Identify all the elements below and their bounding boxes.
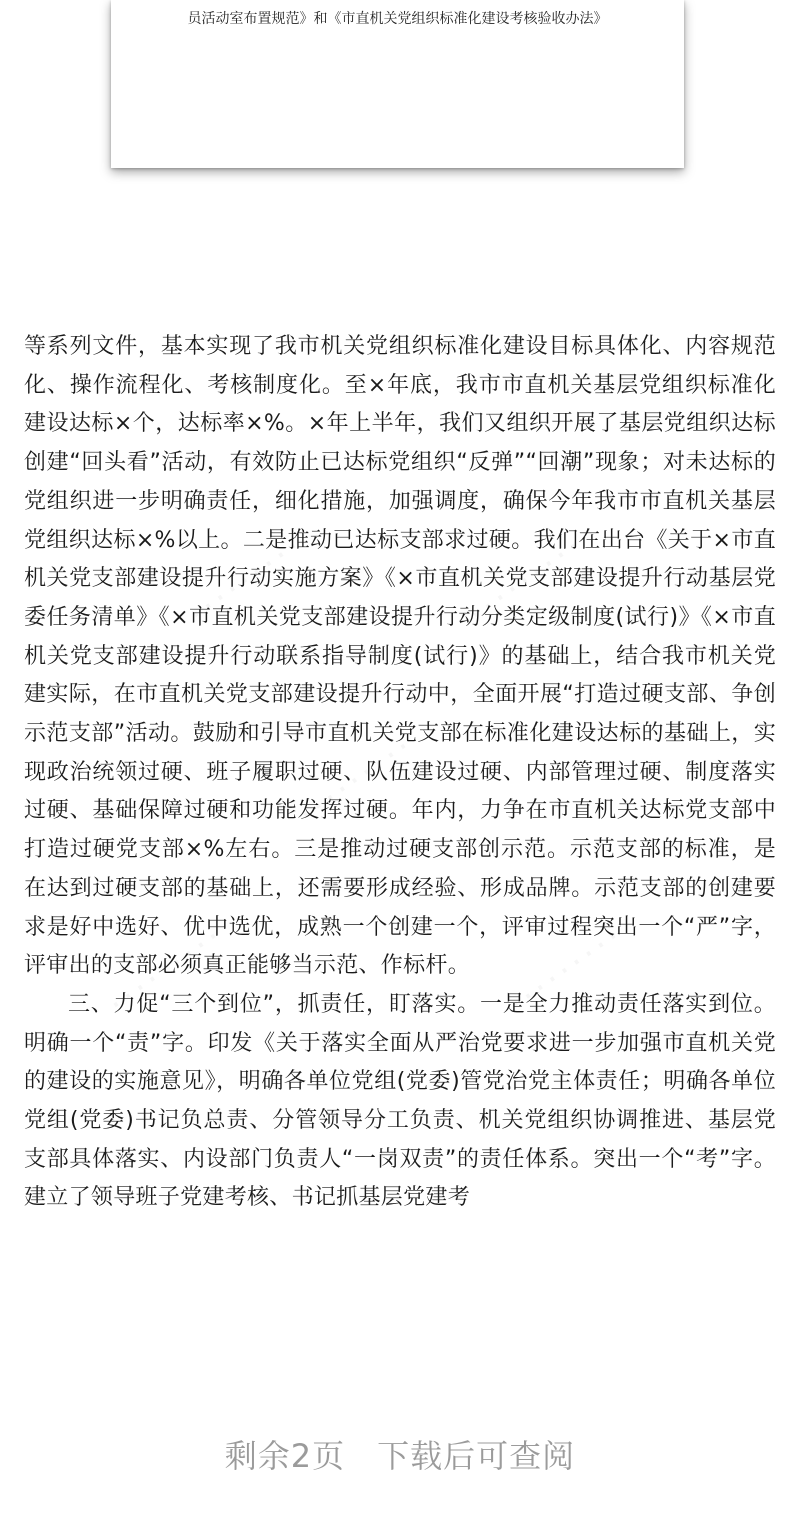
download-label: 下载后可查阅 [377, 1437, 576, 1475]
body-paragraph: 等系列文件，基本实现了我市机关党组织标准化建设目标具体化、内容规范化、操作流程化、考核制度化。至×年底，我市市直机关基层党组织标准化建设达标×个，达标率×%。×年上半年，我们又组织开展了基层党组织达标创建“回头看”活动，有效防止已达标党组织“反弹”“回潮”现象；对未达标的党组织进一步明确责任，细化措施，加强调度，确保今年我市市直机关基层党组织达标×%以上。二是推动已达标支部求过硬。我们在出台《关于×市直机关党支部建设提升行动实施方案》《×市直机关党支部建设提升行动基层党委任务清单》《×市直机关党支部建设提升行动分类定级制度(试行)》《×市直机关党支部建设提升行动联系指导制度(试行)》的基础上，结合我市机关党建实际，在市直机关党支部建设提升行动中，全面开展“打造过硬支部、争创示范支部”活动。鼓励和引导市直机关党支部在标准化建设达标的基础上，实现政治统领过硬、班子履职过硬、队伍建设过硬、内部管理过硬、制度落实过硬、基础保障过硬和功能发挥过硬。年内，力争在市直机关达标党支部中打造过硬党支部×%左右。三是推动过硬支部创示范。示范支部的标准，是在达到过硬支部的基础上，还需要形成经验、形成品牌。示范支部的创建要求是好中选好、优中选优，成熟一个创建一个，评审过程突出一个“严”字，评审出的支部必须真正能够当示范、作标杆。 [24, 334, 776, 979]
document-body [24, 328, 776, 1218]
body-paragraph: 三、力促“三个到位”，抓责任，盯落实。一是全力推动责任落实到位。明确一个“责”字。印发《关于落实全面从严治党要求进一步加强市直机关党的建设的实施意见》，明确各单位党组(党委)管党治党主体责任；明确各单位党组(党委)书记负总责、分管领导分工负责、机关党组织协调推进、基层党支部具体落实、内设部门负责人“一岗双责”的责任体系。突出一个“考”字。建立了领导班子党建考核、书记抓基层党建考 [24, 991, 776, 1211]
previous-page-text: 员活动室布置规范》和《市直机关党组织标准化建设考核验收办法》 [187, 11, 608, 27]
remaining-pages-label: 剩余2页 [224, 1437, 346, 1475]
previous-page-card [111, 0, 684, 168]
download-prompt[interactable] [0, 1434, 800, 1478]
